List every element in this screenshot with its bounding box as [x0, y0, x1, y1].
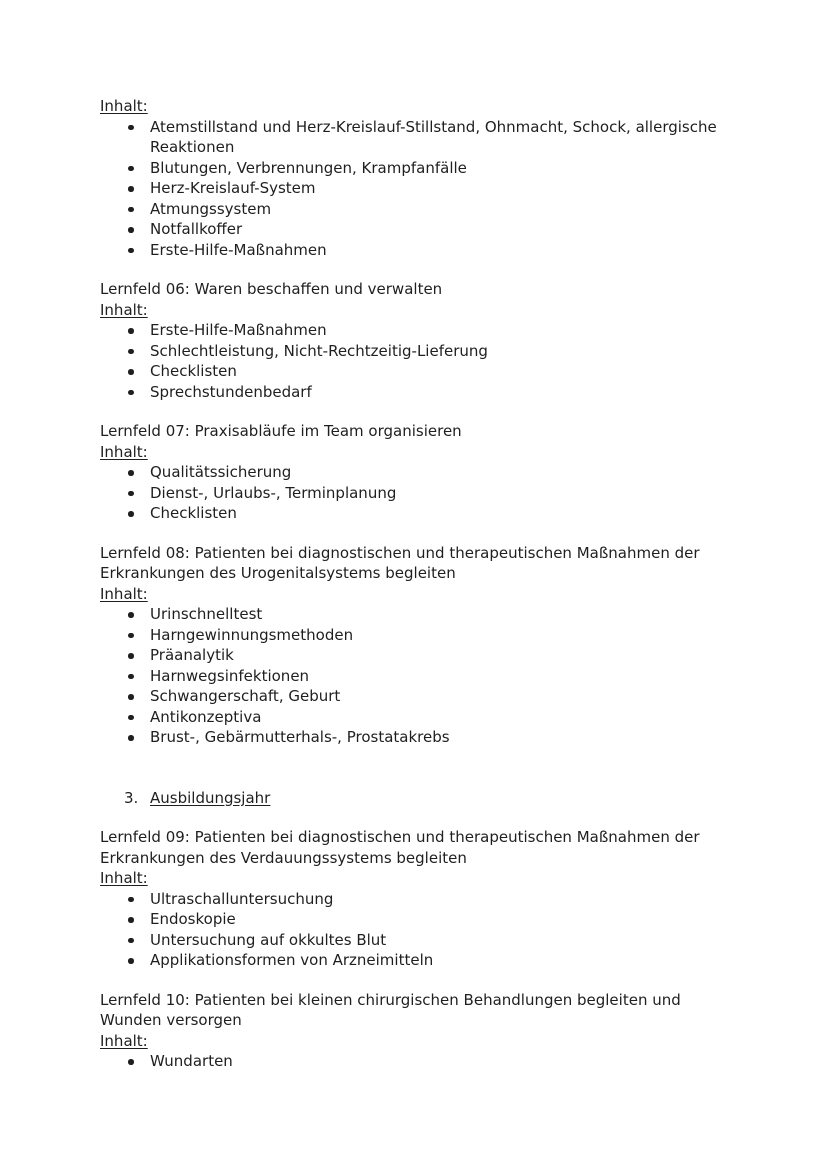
- list-item: Herz-Kreislauf-System: [122, 178, 720, 199]
- lernfeld-title: Lernfeld 10: Patienten bei kleinen chirurgischen Behandlungen begleiten und Wunden versorgen: [100, 990, 681, 1029]
- content-list: [100, 320, 720, 402]
- list-item: Harngewinnungsmethoden: [122, 625, 720, 646]
- content-list: [100, 604, 720, 748]
- list-item: Sprechstundenbedarf: [122, 382, 720, 403]
- inhalt-label: Inhalt:: [100, 1031, 148, 1050]
- lernfeld-title: Lernfeld 09: Patienten bei diagnostischen und therapeutischen Maßnahmen der Erkrankungen des Verdauungssystems begleiten: [100, 828, 700, 867]
- list-item: Schlechtleistung, Nicht-Rechtzeitig-Lieferung: [122, 341, 720, 362]
- list-item: Erste-Hilfe-Maßnahmen: [122, 320, 720, 341]
- inhalt-label: Inhalt:: [100, 300, 148, 319]
- list-item: Checklisten: [122, 503, 720, 524]
- section-continued: [100, 96, 720, 260]
- list-item: Atemstillstand und Herz-Kreislauf-Stillstand, Ohnmacht, Schock, allergische Reaktionen: [122, 117, 720, 158]
- list-item: Brust-, Gebärmutterhals-, Prostatakrebs: [122, 727, 720, 748]
- inhalt-label: Inhalt:: [100, 869, 148, 887]
- lernfeld-09: [100, 827, 720, 971]
- list-item: Dienst-, Urlaubs-, Terminplanung: [122, 483, 720, 504]
- list-item: Checklisten: [122, 361, 720, 382]
- list-item: Antikonzeptiva: [122, 707, 720, 728]
- inhalt-label: Inhalt:: [100, 442, 148, 461]
- list-item: Erste-Hilfe-Maßnahmen: [122, 240, 720, 261]
- list-item: Wundarten: [122, 1051, 720, 1072]
- list-item: Qualitätssicherung: [122, 462, 720, 483]
- year-label: Ausbildungsjahr: [150, 788, 271, 807]
- content-list: [100, 1051, 720, 1072]
- inhalt-label: Inhalt:: [100, 97, 148, 115]
- inhalt-label: Inhalt:: [100, 584, 148, 603]
- lernfeld-06: [100, 279, 720, 402]
- lernfeld-title: Lernfeld 06: Waren beschaffen und verwalten: [100, 280, 443, 298]
- year-number: 3.: [124, 788, 139, 807]
- year-heading: [100, 788, 720, 809]
- list-item: Präanalytik: [122, 645, 720, 666]
- content-list: [100, 462, 720, 524]
- list-item: Atmungssystem: [122, 199, 720, 220]
- list-item: Notfallkoffer: [122, 219, 720, 240]
- list-item: Endoskopie: [122, 909, 720, 930]
- lernfeld-07: [100, 421, 720, 524]
- list-item: Urinschnelltest: [122, 604, 720, 625]
- list-item: Schwangerschaft, Geburt: [122, 686, 720, 707]
- list-item: Applikationsformen von Arzneimitteln: [122, 950, 720, 971]
- content-list: [100, 117, 720, 261]
- lernfeld-title: Lernfeld 07: Praxisabläufe im Team organisieren: [100, 422, 462, 440]
- list-item: Blutungen, Verbrennungen, Krampfanfälle: [122, 158, 720, 179]
- lernfeld-08: [100, 543, 720, 748]
- list-item: Untersuchung auf okkultes Blut: [122, 930, 720, 951]
- list-item: Ultraschalluntersuchung: [122, 889, 720, 910]
- lernfeld-10: [100, 990, 720, 1072]
- list-item: Harnwegsinfektionen: [122, 666, 720, 687]
- content-list: [100, 889, 720, 971]
- lernfeld-title: Lernfeld 08: Patienten bei diagnostischen und therapeutischen Maßnahmen der Erkrankungen des Urogenitalsystems begleiten: [100, 543, 700, 582]
